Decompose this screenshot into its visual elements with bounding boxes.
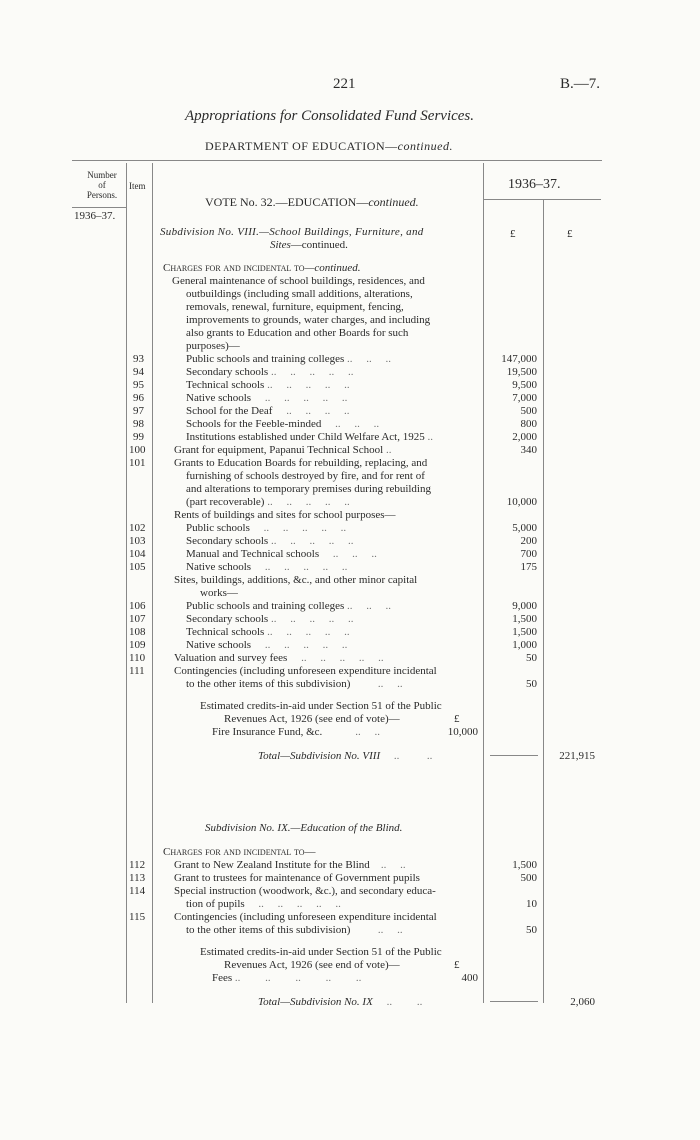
sub8-total-row: Total—Subdivision No. VIII .. .. [258,750,433,762]
pound-col-1: £ [510,228,516,240]
sub9-total-amount: 2,060 [570,996,595,1008]
sub8-charges-text: Charges for and incidental to [163,262,305,274]
item-amount: 9,500 [512,379,537,391]
item-number: 114 [129,885,146,897]
item-number: 96 [133,392,144,404]
item-amount: 1,000 [512,639,537,651]
sub9-credits-amount: 400 [461,972,478,984]
item-label-text: Schools for the Feeble-minded [186,418,322,430]
item-label-text: Secondary schools [186,613,269,625]
item-label-text: Technical schools [186,379,265,391]
item-label-line: furnishing of schools destroyed by fire, and for rent of [186,470,425,482]
item-amount: 5,000 [512,522,537,534]
department-name: DEPARTMENT OF EDUCATION— [205,139,398,153]
item-number: 93 [133,353,144,365]
sub8-heading-sites: Sites [270,239,291,251]
vote-title-continued: continued. [368,195,419,209]
sub8-credits-amount: 10,000 [447,726,478,738]
item-label: Secondary schools .. .. .. .. .. [186,535,354,547]
year-left: 1936–37. [74,210,116,222]
sub9-credits-line1: Estimated credits-in-aid under Section 51 of the Public [200,946,442,958]
item-label-text: Public schools and training colleges [186,600,345,612]
item-label: Grant for equipment, Papanui Technical School .. [174,444,392,456]
item-number: 110 [129,652,146,664]
item-label-text: tion of pupils [186,898,245,910]
sub8-total-rule [490,755,538,756]
item-amount: 500 [520,405,537,417]
persons-header-line2: of [98,180,106,190]
item-label: Technical schools .. .. .. .. .. [186,626,350,638]
item-label-line: Grants to Education Boards for rebuilding, replacing, and [174,457,428,469]
sub8-charges-continued: —continued. [304,262,361,274]
sub8-total-label: Total—Subdivision No. VIII [258,750,381,762]
item-label: Grant to New Zealand Institute for the Blind .. .. [174,859,406,871]
item-number: 97 [133,405,144,417]
pound-col-2: £ [567,228,573,240]
sub9-credits-label: Fees [212,972,233,984]
item-label-text: Native schools [186,561,252,573]
item-number: 98 [133,418,144,430]
item-label: Public schools .. .. .. .. .. [186,522,347,534]
item-amount: 1,500 [512,613,537,625]
sub9-credits-pound: £ [454,959,460,971]
general-maintenance-line: also grants to Education and other Boards for such [186,327,409,339]
amount-header-rule [483,199,601,200]
item-number: 111 [129,665,145,677]
item-number: 106 [129,600,146,612]
sub8-credits-label: Fire Insurance Fund, &c. [212,726,323,738]
item-number: 94 [133,366,144,378]
item-amount: 50 [526,678,537,690]
amount-column-mid-rule [543,200,544,1003]
department-continued: continued. [397,139,453,153]
table-top-rule [72,160,602,161]
item-label-text: to the other items of this subdivision) [186,924,351,936]
item-label-text: School for the Deaf [186,405,273,417]
page-title: Appropriations for Consolidated Fund Services. [185,108,475,124]
sub9-credits-row: Fees .. .. .. .. .. [212,972,362,984]
item-label: Schools for the Feeble-minded .. .. .. [186,418,380,430]
document-ref: B.—7. [560,76,601,92]
item-label: Grant to trustees for maintenance of Government pupils [174,872,420,884]
item-label: Secondary schools .. .. .. .. .. [186,366,354,378]
sub9-total-label: Total—Subdivision No. IX [258,996,373,1008]
item-amount: 700 [520,548,537,560]
item-amount: 2,000 [512,431,537,443]
item-number: 102 [129,522,146,534]
item-label-text: to the other items of this subdivision) [186,678,351,690]
item-number: 104 [129,548,146,560]
sub8-charges-heading [163,262,360,275]
item-label-text: Secondary schools [186,366,269,378]
item-label: Secondary schools .. .. .. .. .. [186,613,354,625]
year-right: 1936–37. [508,177,561,192]
item-label-text: Grant for equipment, Papanui Technical School [174,444,384,456]
persons-header-line3: Persons. [86,190,118,200]
item-label: Valuation and survey fees .. .. .. .. .. [174,652,384,664]
rents-heading: Rents of buildings and sites for school purposes— [174,509,396,521]
persons-column-rule [126,163,127,1003]
item-label-text: Native schools [186,639,252,651]
item-label: (part recoverable) .. .. .. .. .. [186,496,350,508]
amount-column-left-rule [483,163,484,1003]
item-label-text: Institutions established under Child Welfare Act, 1925 [186,431,425,443]
item-label-line: and alterations to temporary premises during rebuilding [186,483,431,495]
sub8-credits-row: Fire Insurance Fund, &c. .. .. [212,726,381,738]
item-amount: 800 [520,418,537,430]
sub8-heading-continued: —continued. [290,239,348,251]
item-amount: 1,500 [512,626,537,638]
sub9-credits-line2: Revenues Act, 1926 (see end of vote)— [224,959,400,971]
item-number: 115 [129,911,146,923]
item-label-text: Secondary schools [186,535,269,547]
sub8-credits-pound: £ [454,713,460,725]
item-amount: 147,000 [501,353,537,365]
item-amount: 1,500 [512,859,537,871]
item-number: 95 [133,379,144,391]
page-number: 221 [333,76,356,92]
item-label-text: Valuation and survey fees [174,652,288,664]
item-amount: 50 [526,924,537,936]
general-maintenance-line: improvements to grounds, water charges, and including [186,314,431,326]
sites-heading-line2: works— [200,587,238,599]
item-label-text: Manual and Technical schools [186,548,320,560]
sub9-heading-title: Education of the Blind. [300,822,403,834]
persons-header-line1: Number [87,170,117,180]
item-number: 100 [129,444,146,456]
sub8-heading-line2 [270,239,348,252]
sub8-heading-line1: Subdivision No. VIII.—School Buildings, Furniture, and [160,226,424,238]
item-label: Technical schools .. .. .. .. .. [186,379,350,391]
item-label-text: Grant to New Zealand Institute for the Blind [174,859,370,871]
item-number: 107 [129,613,146,625]
item-amount: 9,000 [512,600,537,612]
persons-header [80,170,124,200]
item-label-text: Public schools [186,522,250,534]
item-number: 101 [129,457,146,469]
year-rule [72,207,127,208]
department-heading [205,140,453,153]
item-number: 103 [129,535,146,547]
item-label-line: Special instruction (woodwork, &c.), and secondary educa- [174,885,436,897]
item-label: Native schools .. .. .. .. .. [186,392,348,404]
item-amount: 19,500 [506,366,537,378]
item-amount: 7,000 [512,392,537,404]
item-amount: 340 [520,444,537,456]
sub9-total-rule [490,1001,538,1002]
item-amount: 500 [520,872,537,884]
item-column-rule [152,163,153,1003]
item-label-line: Contingencies (including unforeseen expenditure incidental [174,911,437,923]
sub9-heading [205,822,402,835]
sub8-credits-line1: Estimated credits-in-aid under Section 51 of the Public [200,700,442,712]
sub9-heading-text: Subdivision No. IX.— [205,822,301,834]
general-maintenance-line: purposes)— [186,340,240,352]
item-number: 99 [133,431,144,443]
sites-heading-line1: Sites, buildings, additions, &c., and other minor capital [174,574,418,586]
sub8-credits-line2: Revenues Act, 1926 (see end of vote)— [224,713,400,725]
item-label: Public schools and training colleges .. .. .. [186,353,391,365]
item-label-line: Contingencies (including unforeseen expenditure incidental [174,665,437,677]
sub9-charges-heading: Charges for and incidental to— [163,846,316,858]
item-label: tion of pupils .. .. .. .. .. [186,898,341,910]
general-maintenance-line: removals, renewal, furniture, equipment, fencing, [186,301,404,313]
general-maintenance-line: outbuildings (including small additions, alterations, [186,288,413,300]
item-number: 109 [129,639,146,651]
item-label: Native schools .. .. .. .. .. [186,639,348,651]
item-label: Public schools and training colleges .. .. .. [186,600,391,612]
item-number: 108 [129,626,146,638]
general-maintenance-line: General maintenance of school buildings, residences, and [172,275,425,287]
item-number: 113 [129,872,146,884]
item-number: 105 [129,561,146,573]
item-label: School for the Deaf .. .. .. .. [186,405,350,417]
item-header: Item [129,181,146,191]
item-amount: 10,000 [506,496,537,508]
item-label-text: (part recoverable) [186,496,265,508]
item-number: 112 [129,859,146,871]
item-amount: 10 [526,898,537,910]
item-amount: 50 [526,652,537,664]
item-amount: 175 [520,561,537,573]
item-label: to the other items of this subdivision) .. .. [186,678,403,690]
item-label-text: Native schools [186,392,252,404]
item-label-text: Public schools and training colleges [186,353,345,365]
item-label: Institutions established under Child Welfare Act, 1925 .. [186,431,433,443]
item-label: to the other items of this subdivision) .. .. [186,924,403,936]
item-label: Manual and Technical schools .. .. .. [186,548,377,560]
sub9-total-row: Total—Subdivision No. IX .. .. [258,996,423,1008]
sub8-total-amount: 221,915 [559,750,595,762]
item-label: Native schools .. .. .. .. .. [186,561,348,573]
item-amount: 200 [520,535,537,547]
item-label-text: Technical schools [186,626,265,638]
vote-title [205,196,419,209]
vote-title-text: VOTE No. 32.—EDUCATION— [205,195,369,209]
